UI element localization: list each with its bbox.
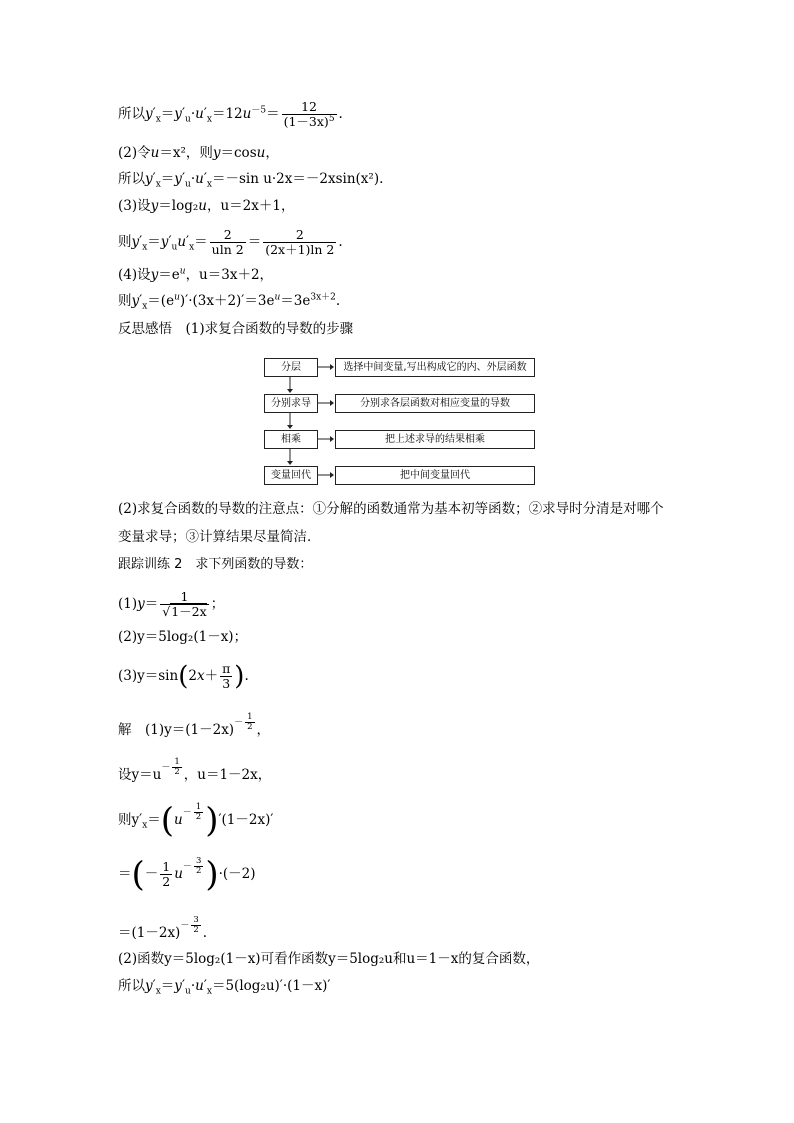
flow-step-3: 相乘 xyxy=(264,430,318,449)
line-7: 则$y'_x=(e^u)'\cdot(3x+2)'=3e^u=3e^{3x+2}$. xyxy=(118,292,341,312)
line-4: (3)设y＝log₂u，u＝2x＋1， xyxy=(118,198,295,214)
line-3: 所以$y'_x=y'_u\cdot u'_x=-\sin$ u·2x＝－2xsin(x²). xyxy=(118,171,384,190)
solution-3: 则$y'_x=(u-$ $\frac{1}{2}$ )′(1－2x)′ xyxy=(118,800,274,841)
line-6: (4)设$y=e^u$，u＝3x＋2， xyxy=(118,266,274,283)
solution-1: 解 (1)y＝(1－2x)－ $\frac{1}{2}$ ， xyxy=(118,712,271,738)
flow-arrows xyxy=(0,0,794,500)
flow-step-2: 分别求导 xyxy=(264,394,318,413)
flow-step-4: 变量回代 xyxy=(264,466,318,485)
reflection-heading: 反思感悟 (1)求复合函数的导数的步骤 xyxy=(118,321,354,337)
flow-desc-1: 选择中间变量,写出构成它的内、外层函数 xyxy=(335,358,535,377)
fraction-5b: $\frac{2}{(2x+1)\ln 2}$ xyxy=(265,227,335,257)
problem-3: (3)y＝sin(2x＋ $\frac{\pi}{3}$ ). xyxy=(118,661,249,692)
line-5: 则$y'_x=y'_uu'_x=$ $\frac{2}{uln 2}$ ＝ $\frac{2}{(2x+1)\ln 2}$ . xyxy=(118,227,343,257)
fraction-p3: $\frac{\pi}{3}$ xyxy=(222,661,231,691)
solution-5: ＝(1－2x)－ $\frac{3}{2}$ . xyxy=(118,915,208,941)
problem-2: (2)y＝5log₂(1－x)； xyxy=(118,629,248,645)
fraction-5a: $\frac{2}{uln 2}$ xyxy=(211,227,244,257)
solution-4: ＝(－ $\frac{1}{2}$ u－ $\frac{3}{2}$ )·(－2) xyxy=(118,854,256,895)
solution-7: 所以$y'_x=y'_u\cdot u'_x=5(\log_2u)'\cdot(1-x)'$ xyxy=(118,978,331,997)
line-2: (2)令u＝x²，则y＝cosu， xyxy=(118,145,279,161)
solution-2: 设y＝u－ $\frac{1}{2}$ ，u＝1－2x， xyxy=(118,757,272,783)
flow-step-1: 分层 xyxy=(264,358,318,377)
fraction-p1: $\frac{1}{√1-2x}$ xyxy=(162,589,207,619)
note-line-2: 变量求导；③计算结果尽量简洁． xyxy=(118,529,321,545)
flow-desc-3: 把上述求导的结果相乘 xyxy=(335,430,535,449)
flow-desc-4: 把中间变量回代 xyxy=(335,466,535,485)
flow-desc-2: 分别求各层函数对相应变量的导数 xyxy=(335,394,535,413)
line-1: 所以$y'_x=y'_u\cdot u'_x=12u^{-5}=$ $\frac{12}{(1-3x)^5}$ . xyxy=(118,99,343,129)
problem-1: (1)y＝ $\frac{1}{√1-2x}$ ； xyxy=(118,589,225,619)
fraction-1: $\frac{12}{(1-3x)^5}$ xyxy=(283,99,335,129)
solution-6: (2)函数y＝5log₂(1－x)可看作函数y＝5log₂u和u＝1－x的复合函数， xyxy=(118,951,540,967)
note-line-1: (2)求复合函数的导数的注意点：①分解的函数通常为基本初等函数；②求导时分清是对哪个 xyxy=(118,501,664,517)
training-title: 跟踪训练 2 求下列函数的导数： xyxy=(118,557,313,572)
